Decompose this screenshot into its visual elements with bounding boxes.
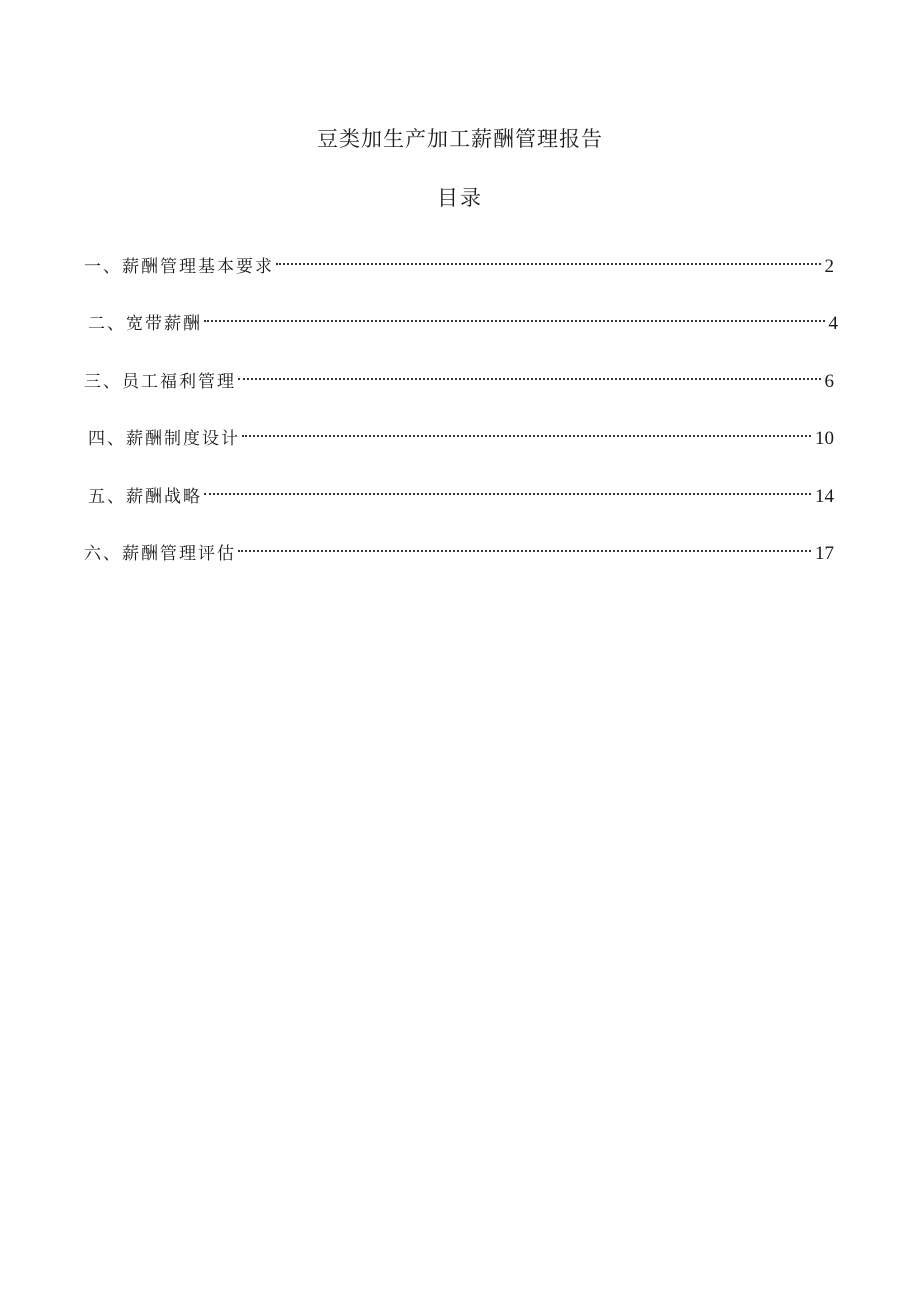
toc-entry-5[interactable] <box>84 474 834 531</box>
toc-entry-3[interactable] <box>84 359 834 416</box>
toc-dot-leader <box>238 359 821 387</box>
toc-dot-leader <box>238 531 811 559</box>
toc-entry-page: 17 <box>815 542 834 564</box>
toc-entry-page: 6 <box>824 370 834 392</box>
document-title: 豆类加生产加工薪酬管理报告 <box>317 127 603 151</box>
toc-dot-leader <box>204 301 825 329</box>
toc-entry-page: 10 <box>815 428 834 450</box>
toc-entry-page: 14 <box>815 485 834 507</box>
toc-entry-label: 六、薪酬管理评估 <box>84 543 236 564</box>
toc-entry-label: 三、员工福利管理 <box>84 371 236 392</box>
toc-entry-label: 四、薪酬制度设计 <box>88 429 240 450</box>
toc-entry-label: 二、宽带薪酬 <box>88 314 202 335</box>
toc-entry-1[interactable] <box>84 244 834 301</box>
toc-dot-leader <box>242 416 811 444</box>
toc-entry-6[interactable] <box>84 531 834 588</box>
toc-entry-4[interactable] <box>84 416 834 473</box>
toc-entry-page: 4 <box>828 313 838 335</box>
toc-entry-label: 五、薪酬战略 <box>88 486 202 507</box>
toc-heading: 目录 <box>437 186 483 210</box>
toc-dot-leader <box>276 244 821 272</box>
toc-entry-page: 2 <box>824 256 834 277</box>
toc-entry-2[interactable] <box>84 301 838 358</box>
toc-entry-label: 一、薪酬管理基本要求 <box>84 257 274 277</box>
toc-dot-leader <box>204 474 811 502</box>
table-of-contents <box>84 244 838 588</box>
